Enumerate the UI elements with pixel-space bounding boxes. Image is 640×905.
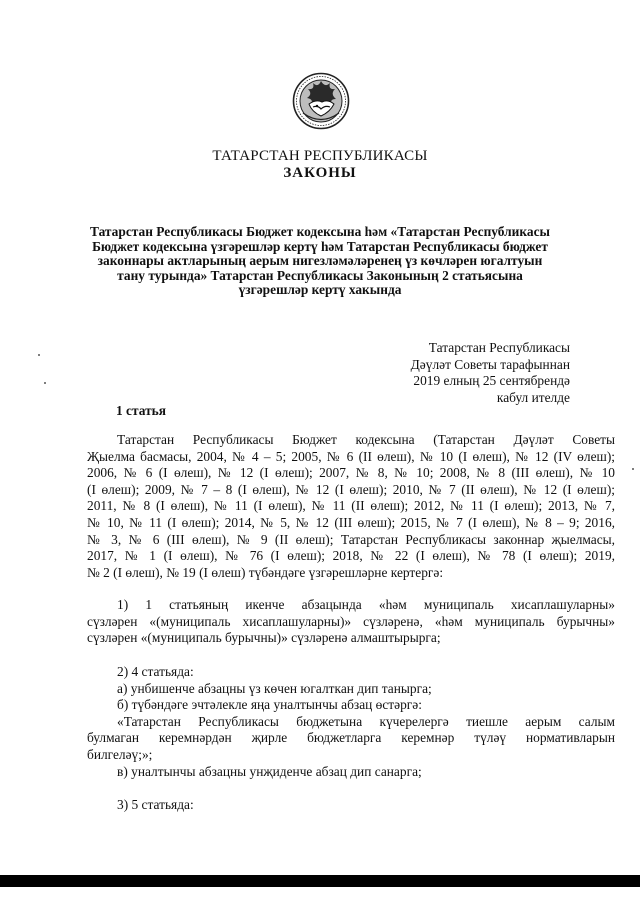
scan-speck — [44, 382, 46, 384]
laws-heading: ЗАКОНЫ — [283, 165, 357, 181]
text-line: булмаган керемнәрдән җирле бюджетларга керемнәр түләү нормативларын — [87, 730, 615, 746]
text-line: 2) 4 статьяда: — [117, 664, 194, 679]
scan-speck — [632, 468, 634, 470]
scan-edge-bar — [0, 875, 640, 887]
title-line: Татарстан Республикасы Бюджет кодексына һәм «Татарстан Республикасы — [89, 224, 550, 239]
text-line: сүзләрен «(муниципаль бурычны)» сүзләренә алмаштырырга; — [87, 630, 441, 646]
adoption-line: Дәүләт Советы тарафыннан — [410, 356, 570, 372]
text-line: а) унбишенче абзацны үз көчен югалткан дип танырга; — [117, 680, 432, 696]
text-line: в) уналтынчы абзацны унҗиденче абзац дип санарга; — [117, 763, 422, 779]
title-line: Бюджет кодексына үзгәрешләр кертү һәм Татарстан Республикасы бюджет — [92, 238, 548, 254]
adoption-line: 2019 елның 25 сентябрендә — [413, 373, 570, 388]
text-line: 1) 1 статьяның икенче абзацында «һәм муниципаль хисаплашуларны» — [117, 597, 615, 612]
adoption-line: Татарстан Республикасы — [428, 340, 570, 355]
text-line: сүзләрен «(муниципаль хисаплашуларны)» сүзләренә, «һәм муниципаль бурычны» — [87, 613, 615, 629]
text-line: б) түбәндәге эчтәлекле яңа уналтынчы абзац өстәргә: — [117, 697, 422, 713]
text-line: Татарстан Республикасы Бюджет кодексына (Татарстан Дәүләт Советы — [117, 432, 615, 447]
text-line: билгеләү;»; — [87, 746, 153, 762]
text-line: Җыелма басмасы, 2004, № 4 – 5; 2005, № 6 (II өлеш), № 10 (I өлеш), № 12 (IV өлеш); — [87, 448, 615, 464]
text-line: 3) 5 статьяда: — [117, 797, 194, 812]
adoption-line: кабул ителде — [496, 389, 570, 405]
text-line: 2017, № 1 (I өлеш), № 76 (I өлеш); 2018, № 22 (I өлеш), № 78 (I өлеш); 2019, — [87, 548, 615, 564]
text-line: (I өлеш); 2009, № 7 – 8 (I өлеш), № 12 (I өлеш); 2010, № 7 (II өлеш), № 12 (I өлеш); — [87, 481, 615, 497]
adoption-note — [411, 340, 570, 406]
title-line: законнары актларының аерым нигезләмәләренең үз көчләрен югалтуын — [97, 253, 543, 269]
item-2-paragraph — [87, 664, 615, 780]
law-title — [84, 225, 556, 298]
article-heading: 1 статья — [116, 403, 166, 418]
item-3-paragraph — [87, 797, 615, 814]
title-line: тану турында» Татарстан Республикасы Законының 2 статьясына — [117, 267, 523, 283]
item-1-paragraph — [87, 597, 615, 647]
republic-name: ТАТАРСТАН РЕСПУБЛИКАСЫ — [212, 148, 428, 164]
text-line: «Татарстан Республикасы бюджетына күчерелергә тиешле аерым салым — [117, 713, 615, 729]
text-line: 2006, № 6 (I өлеш), № 12 (I өлеш); 2007, № 8, № 10; 2008, № 8 (III өлеш), № 10 — [87, 465, 615, 481]
title-line: үзгәрешләр кертү хакында — [238, 282, 402, 298]
text-line: 2011, № 8 (I өлеш), № 11 (I өлеш), № 11 (II өлеш); 2012, № 11 (I өлеш); 2013, № 7, — [87, 498, 615, 514]
text-line: № 2 (I өлеш), № 19 (I өлеш) түбәндәге үзгәрешләрне кертергә: — [87, 564, 444, 580]
text-line: № 10, № 11 (I өлеш); 2014, № 5, № 12 (III өлеш); 2015, № 7 (I өлеш), № 8 – 9; 2016, — [87, 514, 615, 530]
text-line: № 3, № 6 (III өлеш), № 9 (II өлеш); Татарстан Республикасы законнар җыелмасы, — [87, 531, 615, 547]
scan-speck — [38, 354, 40, 356]
intro-paragraph — [87, 432, 615, 581]
tatarstan-coat-of-arms-icon — [292, 72, 350, 130]
